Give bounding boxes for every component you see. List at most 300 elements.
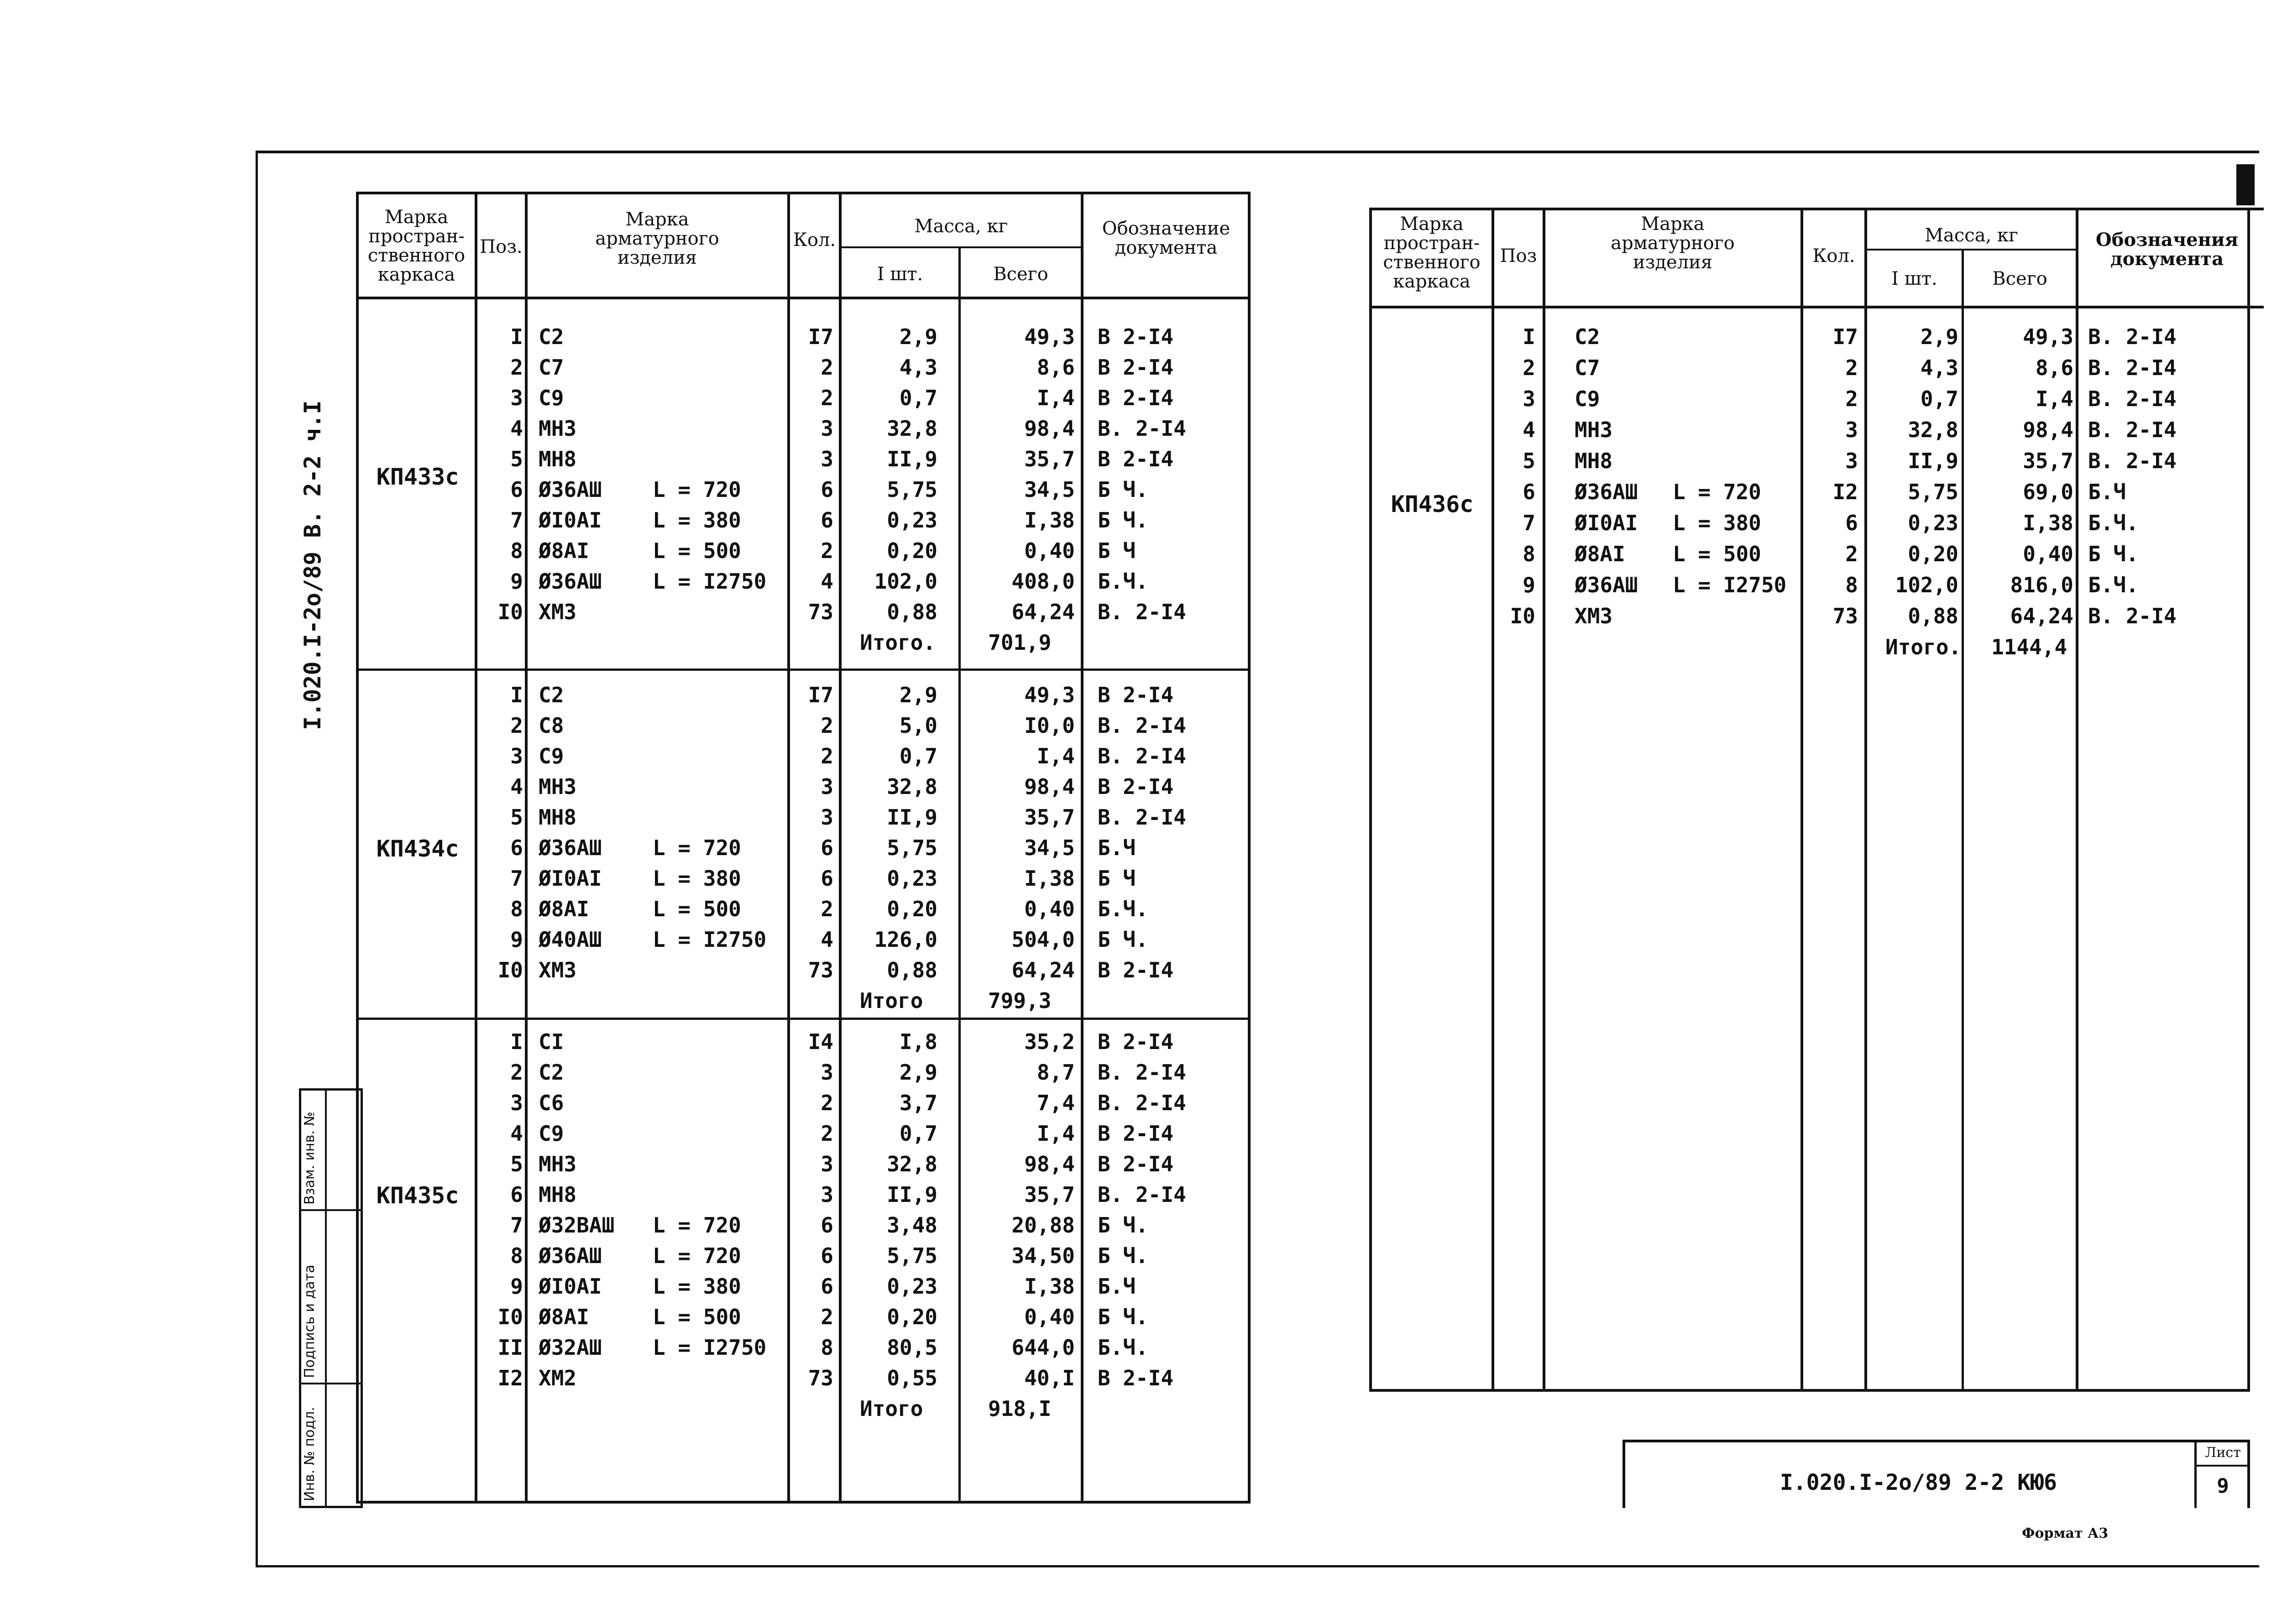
right-header-bottom bbox=[1369, 306, 2264, 308]
row-mass-total: 0,40 bbox=[1024, 1305, 1075, 1329]
frame-right-mark bbox=[2236, 164, 2255, 205]
left-header-total: Всего bbox=[993, 264, 1048, 285]
row-item: МН8 bbox=[1575, 449, 1613, 473]
row-doc: В. 2-I4 bbox=[2088, 418, 2177, 442]
row-doc: В 2-I4 bbox=[1098, 1029, 1174, 1054]
row-mass-total: I,4 bbox=[1036, 1121, 1075, 1146]
row-item: Ø32ВАШ bbox=[539, 1213, 615, 1238]
row-mass-one: 3,7 bbox=[899, 1091, 937, 1115]
row-mass-one: II,9 bbox=[1908, 449, 1958, 473]
row-qty: I2 bbox=[1832, 480, 1858, 504]
row-qty: I4 bbox=[808, 1029, 833, 1054]
row-mass-one: 0,23 bbox=[887, 1274, 937, 1299]
stamp-replaced-inv: Взам. инв. № bbox=[302, 1112, 318, 1205]
row-pos: 3 bbox=[510, 1091, 523, 1115]
row-item: С2 bbox=[539, 1060, 564, 1085]
row-doc: В. 2-I4 bbox=[1098, 416, 1186, 441]
row-qty: 2 bbox=[821, 744, 833, 768]
row-doc: Б Ч. bbox=[1098, 927, 1148, 952]
row-doc: Б Ч bbox=[1098, 538, 1136, 563]
right-header-one: I шт. bbox=[1891, 268, 1937, 289]
row-doc: Б Ч. bbox=[1098, 1243, 1148, 1268]
row-length: L = 720 bbox=[653, 1213, 741, 1238]
frame-bottom bbox=[256, 1565, 2259, 1567]
row-doc: Б Ч. bbox=[1098, 1305, 1148, 1329]
row-qty: 6 bbox=[1845, 511, 1858, 535]
row-qty: 3 bbox=[821, 1182, 833, 1207]
row-mass-one: 0,23 bbox=[887, 508, 937, 533]
row-qty: 6 bbox=[821, 1213, 833, 1238]
row-doc: В. 2-I4 bbox=[1098, 1060, 1186, 1085]
row-item: С2 bbox=[539, 683, 564, 707]
title-block-divider bbox=[2194, 1465, 2250, 1467]
stamp-signature-date: Подпись и дата bbox=[302, 1264, 318, 1378]
row-mass-one: 0,20 bbox=[887, 538, 937, 563]
row-qty: I7 bbox=[1832, 324, 1858, 349]
row-qty: 2 bbox=[1845, 386, 1858, 411]
row-mass-total: 8,6 bbox=[2035, 355, 2073, 380]
row-pos: 4 bbox=[510, 416, 523, 441]
row-doc: Б.Ч. bbox=[2088, 573, 2139, 597]
row-item: МН8 bbox=[539, 447, 577, 471]
row-length: L = I2750 bbox=[653, 927, 767, 952]
row-mass-one: 0,88 bbox=[1908, 604, 1958, 628]
right-col-divider bbox=[1800, 208, 1803, 1392]
row-item: Ø36АШ bbox=[539, 477, 602, 502]
row-doc: В. 2-I4 bbox=[1098, 600, 1186, 624]
group-total-value: 799,3 bbox=[988, 988, 1052, 1013]
row-mass-total: 0,40 bbox=[2023, 542, 2073, 566]
row-doc: Б Ч. bbox=[1098, 1213, 1148, 1238]
row-qty: 4 bbox=[821, 927, 833, 952]
stamp-divider-v bbox=[325, 1088, 327, 1506]
row-mass-total: 40,I bbox=[1024, 1366, 1075, 1390]
row-pos: 6 bbox=[510, 1182, 523, 1207]
stamp-divider-h2 bbox=[299, 1383, 361, 1384]
row-item: ХМ2 bbox=[539, 1366, 577, 1390]
row-pos: 8 bbox=[1523, 542, 1535, 566]
left-group-mark: КП434с bbox=[376, 835, 459, 862]
row-doc: В. 2-I4 bbox=[2088, 449, 2177, 473]
row-mass-total: 34,5 bbox=[1024, 477, 1075, 502]
row-mass-one: 0,88 bbox=[887, 600, 937, 624]
row-pos: I bbox=[510, 683, 523, 707]
row-qty: 3 bbox=[1845, 449, 1858, 473]
row-qty: 2 bbox=[1845, 355, 1858, 380]
group-total-label: Итого bbox=[860, 1396, 923, 1421]
row-mass-total: 98,4 bbox=[1024, 1152, 1075, 1176]
row-pos: 4 bbox=[510, 774, 523, 799]
right-header-subrule bbox=[1864, 249, 2076, 251]
row-item: Ø36АШ bbox=[539, 1243, 602, 1268]
row-mass-one: 2,9 bbox=[1920, 324, 1958, 349]
row-mass-total: 408,0 bbox=[1011, 569, 1075, 594]
row-mass-one: 32,8 bbox=[887, 774, 937, 799]
right-header-item: Марка арматурного изделия bbox=[1611, 214, 1735, 273]
row-qty: 2 bbox=[1845, 542, 1858, 566]
row-doc: Б Ч bbox=[1098, 866, 1136, 891]
row-doc: Б.Ч. bbox=[1098, 569, 1148, 594]
row-mass-total: I,4 bbox=[1036, 386, 1075, 410]
side-document-code: I.020.I-2o/89 В. 2-2 ч.I bbox=[299, 400, 326, 730]
row-doc: В. 2-I4 bbox=[1098, 805, 1186, 830]
row-pos: 8 bbox=[510, 538, 523, 563]
row-mass-one: 2,9 bbox=[899, 324, 937, 349]
row-qty: 2 bbox=[821, 355, 833, 380]
row-mass-total: 20,88 bbox=[1011, 1213, 1075, 1238]
row-pos: I bbox=[510, 1029, 523, 1054]
row-pos: I bbox=[510, 324, 523, 349]
row-length: L = 500 bbox=[653, 538, 741, 563]
group-total-value: 1144,4 bbox=[1991, 635, 2067, 659]
row-pos: 3 bbox=[510, 744, 523, 768]
left-col-divider bbox=[525, 192, 528, 1504]
row-qty: 3 bbox=[821, 447, 833, 471]
row-mass-one: 32,8 bbox=[887, 1152, 937, 1176]
row-length: L = 720 bbox=[653, 477, 741, 502]
row-mass-total: 0,40 bbox=[1024, 538, 1075, 563]
row-mass-total: 644,0 bbox=[1011, 1335, 1075, 1360]
row-doc: В. 2-I4 bbox=[1098, 1091, 1186, 1115]
row-item: С9 bbox=[539, 1121, 564, 1146]
row-mass-total: 64,24 bbox=[1011, 958, 1075, 982]
row-item: МН3 bbox=[1575, 418, 1613, 442]
row-mass-one: 5,75 bbox=[887, 1243, 937, 1268]
row-pos: 4 bbox=[510, 1121, 523, 1146]
group-total-value: 918,I bbox=[988, 1396, 1052, 1421]
row-qty: 3 bbox=[821, 416, 833, 441]
row-doc: В. 2-I4 bbox=[2088, 355, 2177, 380]
row-item: С7 bbox=[539, 355, 564, 380]
row-item: С8 bbox=[539, 713, 564, 738]
row-item: Ø36АШ bbox=[1575, 480, 1638, 504]
row-mass-one: 4,3 bbox=[899, 355, 937, 380]
row-mass-one: II,9 bbox=[887, 1182, 937, 1207]
left-header-item: Марка арматурного изделия bbox=[595, 209, 719, 268]
row-item: МН3 bbox=[539, 1152, 577, 1176]
row-mass-total: 98,4 bbox=[1024, 416, 1075, 441]
left-header-one: I шт. bbox=[877, 264, 923, 285]
row-mass-total: I,38 bbox=[2023, 511, 2073, 535]
row-item: Ø36АШ bbox=[539, 835, 602, 860]
row-length: L = 720 bbox=[653, 1243, 741, 1268]
right-header-doc: Обозначения документа bbox=[2095, 229, 2239, 270]
row-doc: В 2-I4 bbox=[1098, 958, 1174, 982]
row-pos: 5 bbox=[1523, 449, 1535, 473]
row-item: МН3 bbox=[539, 416, 577, 441]
row-length: L = I2750 bbox=[653, 1335, 767, 1360]
row-mass-one: 32,8 bbox=[887, 416, 937, 441]
row-item: Ø36АШ bbox=[1575, 573, 1638, 597]
row-qty: 6 bbox=[821, 477, 833, 502]
right-header-qty: Кол. bbox=[1812, 245, 1855, 266]
row-length: L = 720 bbox=[653, 835, 741, 860]
row-item: Ø8АI bbox=[539, 1305, 589, 1329]
row-item: ХМ3 bbox=[539, 600, 577, 624]
left-group-separator bbox=[356, 668, 1251, 671]
row-length: L = 720 bbox=[1673, 480, 1761, 504]
row-mass-one: 0,23 bbox=[1908, 511, 1958, 535]
row-doc: Б Ч. bbox=[1098, 508, 1148, 533]
right-table-border bbox=[1369, 208, 2250, 1392]
row-mass-total: 49,3 bbox=[2023, 324, 2073, 349]
row-item: С9 bbox=[539, 744, 564, 768]
row-pos: 2 bbox=[1523, 355, 1535, 380]
row-length: L = I2750 bbox=[1673, 573, 1787, 597]
row-mass-total: I,4 bbox=[2035, 386, 2073, 411]
row-length: L = 380 bbox=[653, 1274, 741, 1299]
right-header-pos: Поз bbox=[1500, 245, 1537, 266]
row-mass-total: 35,7 bbox=[2023, 449, 2073, 473]
row-doc: В 2-I4 bbox=[1098, 386, 1174, 410]
row-doc: Б.Ч bbox=[1098, 835, 1136, 860]
row-item: Ø40АШ bbox=[539, 927, 602, 952]
row-doc: В. 2-I4 bbox=[1098, 713, 1186, 738]
right-col-divider bbox=[1543, 208, 1545, 1392]
row-item: ØI0АI bbox=[539, 1274, 602, 1299]
group-total-label: Итого bbox=[860, 988, 923, 1013]
row-mass-total: 49,3 bbox=[1024, 324, 1075, 349]
row-qty: 2 bbox=[821, 538, 833, 563]
row-item: С2 bbox=[539, 324, 564, 349]
row-mass-one: 0,7 bbox=[899, 386, 937, 410]
row-mass-total: 64,24 bbox=[2010, 604, 2073, 628]
row-mass-total: 8,6 bbox=[1036, 355, 1075, 380]
row-pos: I bbox=[1523, 324, 1535, 349]
row-pos: 4 bbox=[1523, 418, 1535, 442]
row-qty: 73 bbox=[808, 958, 833, 982]
row-doc: Б.Ч. bbox=[1098, 897, 1148, 921]
row-pos: 3 bbox=[510, 386, 523, 410]
row-mass-one: 102,0 bbox=[1895, 573, 1958, 597]
row-item: С9 bbox=[1575, 386, 1600, 411]
title-block-code: I.020.I-2o/89 2-2 КЮ6 bbox=[1780, 1470, 2057, 1495]
stamp-inv-number: Инв. № подл. bbox=[302, 1407, 318, 1501]
right-col-divider bbox=[2076, 208, 2078, 1392]
right-header-mass: Масса, кг bbox=[1925, 225, 2018, 246]
row-qty: 2 bbox=[821, 713, 833, 738]
row-pos: II bbox=[497, 1335, 523, 1360]
row-length: L = 380 bbox=[653, 866, 741, 891]
title-block-sheet-number: 9 bbox=[2217, 1474, 2229, 1498]
left-group-separator bbox=[356, 1018, 1251, 1020]
row-mass-one: 80,5 bbox=[887, 1335, 937, 1360]
row-mass-total: 34,50 bbox=[1011, 1243, 1075, 1268]
row-mass-one: 0,7 bbox=[899, 744, 937, 768]
row-item: С9 bbox=[539, 386, 564, 410]
row-mass-total: 35,7 bbox=[1024, 805, 1075, 830]
row-mass-one: 5,75 bbox=[1908, 480, 1958, 504]
row-item: Ø32АШ bbox=[539, 1335, 602, 1360]
row-item: С2 bbox=[1575, 324, 1600, 349]
left-header-pos: Поз. bbox=[480, 236, 523, 257]
row-item: ХМ3 bbox=[1575, 604, 1613, 628]
row-pos: 7 bbox=[1523, 511, 1535, 535]
row-doc: Б.Ч bbox=[2088, 480, 2126, 504]
group-total-label: Итого. bbox=[1885, 635, 1962, 659]
row-length: L = 500 bbox=[1673, 542, 1761, 566]
left-group-mark: КП435с bbox=[376, 1182, 459, 1209]
row-mass-total: 7,4 bbox=[1036, 1091, 1075, 1115]
frame-top bbox=[256, 151, 2259, 153]
row-item: ØI0АI bbox=[1575, 511, 1638, 535]
row-item: Ø36АШ bbox=[539, 569, 602, 594]
row-qty: 6 bbox=[821, 1243, 833, 1268]
row-qty: 6 bbox=[821, 1274, 833, 1299]
row-pos: I0 bbox=[497, 1305, 523, 1329]
row-pos: 5 bbox=[510, 805, 523, 830]
row-item: СI bbox=[539, 1029, 564, 1054]
row-pos: I0 bbox=[1510, 604, 1535, 628]
row-length: L = I2750 bbox=[653, 569, 767, 594]
row-doc: В. 2-I4 bbox=[2088, 324, 2177, 349]
row-mass-total: I,38 bbox=[1024, 1274, 1075, 1299]
row-item: С6 bbox=[539, 1091, 564, 1115]
row-qty: 2 bbox=[821, 1121, 833, 1146]
row-qty: 6 bbox=[821, 866, 833, 891]
row-doc: Б Ч. bbox=[1098, 477, 1148, 502]
row-mass-total: 64,24 bbox=[1011, 600, 1075, 624]
row-mass-total: 504,0 bbox=[1011, 927, 1075, 952]
row-doc: В 2-I4 bbox=[1098, 324, 1174, 349]
group-total-label: Итого. bbox=[860, 630, 936, 655]
row-qty: 3 bbox=[1845, 418, 1858, 442]
right-col-divider bbox=[1492, 208, 1494, 1392]
row-qty: 4 bbox=[821, 569, 833, 594]
row-mass-total: 35,2 bbox=[1024, 1029, 1075, 1054]
row-mass-total: 8,7 bbox=[1036, 1060, 1075, 1085]
row-mass-one: 3,48 bbox=[887, 1213, 937, 1238]
row-mass-total: 35,7 bbox=[1024, 1182, 1075, 1207]
left-group-mark: КП433с bbox=[376, 464, 459, 490]
left-header-subrule bbox=[839, 246, 1081, 248]
right-group-mark: КП436с bbox=[1391, 491, 1474, 517]
row-doc: В 2-I4 bbox=[1098, 1152, 1174, 1176]
row-mass-total: 35,7 bbox=[1024, 447, 1075, 471]
row-doc: В 2-I4 bbox=[1098, 447, 1174, 471]
row-mass-total: I,38 bbox=[1024, 866, 1075, 891]
row-mass-total: 816,0 bbox=[2010, 573, 2073, 597]
row-mass-total: 49,3 bbox=[1024, 683, 1075, 707]
row-mass-one: 0,55 bbox=[887, 1366, 937, 1390]
row-pos: 7 bbox=[510, 508, 523, 533]
row-qty: 8 bbox=[1845, 573, 1858, 597]
row-pos: 6 bbox=[510, 835, 523, 860]
row-doc: В. 2-I4 bbox=[1098, 744, 1186, 768]
row-qty: 73 bbox=[1832, 604, 1858, 628]
row-pos: 2 bbox=[510, 713, 523, 738]
right-header-total: Всего bbox=[1992, 268, 2047, 289]
row-doc: В 2-I4 bbox=[1098, 774, 1174, 799]
left-header-qty: Кол. bbox=[793, 230, 836, 251]
row-item: С7 bbox=[1575, 355, 1600, 380]
row-pos: 9 bbox=[1523, 573, 1535, 597]
row-doc: В 2-I4 bbox=[1098, 1121, 1174, 1146]
row-doc: В. 2-I4 bbox=[2088, 604, 2177, 628]
row-pos: 2 bbox=[510, 1060, 523, 1085]
row-mass-total: I,38 bbox=[1024, 508, 1075, 533]
row-mass-one: 0,20 bbox=[887, 897, 937, 921]
row-qty: 73 bbox=[808, 1366, 833, 1390]
row-mass-total: 0,40 bbox=[1024, 897, 1075, 921]
row-length: L = 500 bbox=[653, 897, 741, 921]
row-doc: В 2-I4 bbox=[1098, 355, 1174, 380]
row-qty: I7 bbox=[808, 683, 833, 707]
row-pos: I2 bbox=[497, 1366, 523, 1390]
row-item: МН8 bbox=[539, 1182, 577, 1207]
row-mass-one: 4,3 bbox=[1920, 355, 1958, 380]
row-doc: В 2-I4 bbox=[1098, 1366, 1174, 1390]
row-mass-total: I0,0 bbox=[1024, 713, 1075, 738]
row-qty: 2 bbox=[821, 1091, 833, 1115]
stamp-divider-h1 bbox=[299, 1209, 361, 1211]
right-header-top bbox=[1369, 208, 2264, 210]
row-length: L = 380 bbox=[1673, 511, 1761, 535]
row-pos: 5 bbox=[510, 1152, 523, 1176]
left-header-mass: Масса, кг bbox=[914, 216, 1008, 237]
row-qty: 6 bbox=[821, 835, 833, 860]
row-item: ØI0АI bbox=[539, 508, 602, 533]
row-mass-one: 5,75 bbox=[887, 477, 937, 502]
row-qty: 2 bbox=[821, 386, 833, 410]
row-qty: 3 bbox=[821, 805, 833, 830]
left-col-divider bbox=[1081, 192, 1083, 1504]
row-mass-one: 2,9 bbox=[899, 683, 937, 707]
row-item: ХМ3 bbox=[539, 958, 577, 982]
frame-left bbox=[256, 151, 258, 1565]
row-mass-total: 98,4 bbox=[1024, 774, 1075, 799]
format-label: Формат А3 bbox=[2022, 1525, 2109, 1541]
row-mass-one: 0,88 bbox=[887, 958, 937, 982]
row-mass-one: 5,75 bbox=[887, 835, 937, 860]
row-item: ØI0АI bbox=[539, 866, 602, 891]
row-qty: 8 bbox=[821, 1335, 833, 1360]
row-mass-total: 34,5 bbox=[1024, 835, 1075, 860]
row-item: Ø8АI bbox=[539, 897, 589, 921]
row-mass-one: 0,20 bbox=[887, 1305, 937, 1329]
row-pos: 5 bbox=[510, 447, 523, 471]
row-pos: 6 bbox=[510, 477, 523, 502]
row-qty: 3 bbox=[821, 774, 833, 799]
row-length: L = 380 bbox=[653, 508, 741, 533]
row-pos: I0 bbox=[497, 958, 523, 982]
row-mass-one: 0,7 bbox=[899, 1121, 937, 1146]
row-mass-one: 32,8 bbox=[1908, 418, 1958, 442]
row-mass-total: 98,4 bbox=[2023, 418, 2073, 442]
row-mass-one: 5,0 bbox=[899, 713, 937, 738]
title-block-sheet-label: Лист bbox=[2205, 1445, 2241, 1461]
row-qty: 73 bbox=[808, 600, 833, 624]
row-item: Ø8АI bbox=[1575, 542, 1625, 566]
row-pos: 2 bbox=[510, 355, 523, 380]
row-mass-total: 69,0 bbox=[2023, 480, 2073, 504]
group-total-value: 701,9 bbox=[988, 630, 1052, 655]
row-mass-one: 126,0 bbox=[874, 927, 937, 952]
row-doc: В 2-I4 bbox=[1098, 683, 1174, 707]
row-mass-one: 0,20 bbox=[1908, 542, 1958, 566]
row-item: МН8 bbox=[539, 805, 577, 830]
row-pos: 8 bbox=[510, 897, 523, 921]
row-qty: I7 bbox=[808, 324, 833, 349]
row-mass-one: 102,0 bbox=[874, 569, 937, 594]
row-qty: 6 bbox=[821, 508, 833, 533]
row-pos: 9 bbox=[510, 927, 523, 952]
row-item: МН3 bbox=[539, 774, 577, 799]
row-pos: 3 bbox=[1523, 386, 1535, 411]
row-doc: Б.Ч bbox=[1098, 1274, 1136, 1299]
row-pos: 7 bbox=[510, 1213, 523, 1238]
row-doc: Б Ч. bbox=[2088, 542, 2139, 566]
